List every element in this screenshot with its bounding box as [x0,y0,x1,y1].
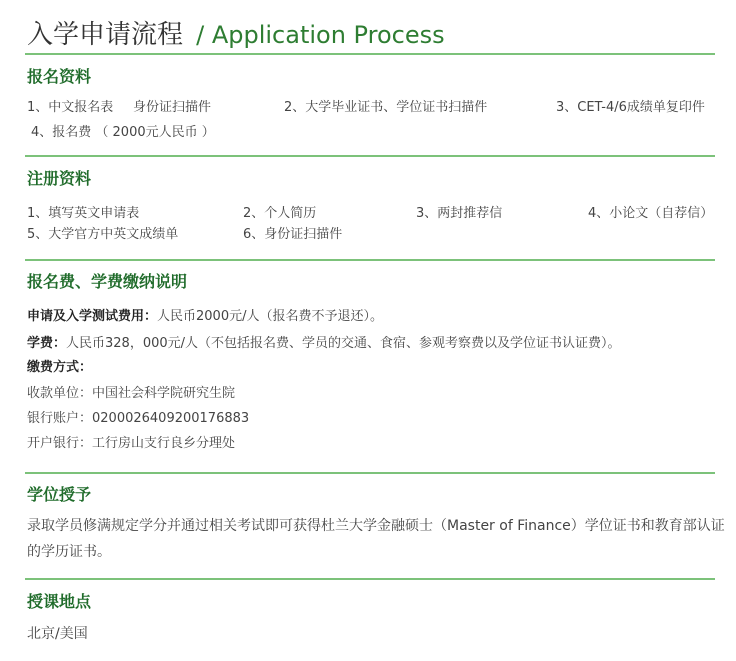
payment-method-line [27,356,92,375]
list-item: 6、身份证扫描件 [243,227,343,242]
list-item: 3、CET-4/6成绩单复印件 [556,100,705,115]
section-title-fees: 报名费、学费缴纳说明 [27,272,188,291]
page-header [27,14,445,51]
list-item: 1、中文报名表 [27,100,114,115]
divider [25,259,715,261]
section-title-degree: 学位授予 [27,485,92,504]
list-item: 4、报名费 （ 2000元人民币 ） [31,125,215,140]
bank-account-line: 银行账户：0200026409200176883 [27,411,250,426]
section-title-registration: 注册资料 [27,169,92,188]
tuition-label: 学费： [27,336,67,351]
list-item: 5、大学官方中英文成绩单 [27,227,179,242]
divider [25,155,715,157]
application-fee-line [27,305,383,324]
degree-paragraph: 录取学员修满规定学分并通过相关考试即可获得杜兰大学金融硕士（Master of Finance）学位证书和教育部认证的学历证书。 [27,518,725,560]
page-title-chinese: 入学申请流程 [27,20,184,50]
application-fee-label: 申请及入学测试费用： [27,309,158,324]
list-item: 身份证扫描件 [133,100,212,115]
application-fee-text: 人民币2000元/人（报名费不予退还）。 [157,309,383,324]
divider [25,53,715,55]
list-item: 2、大学毕业证书、学位证书扫描件 [284,100,488,115]
list-item: 1、填写英文申请表 [27,206,140,221]
divider [25,472,715,474]
bank-branch-line: 开户银行：工行房山支行良乡分理处 [27,436,236,451]
location-text: 北京/美国 [27,626,88,642]
list-item: 2、个人简历 [243,206,317,221]
section-title-location: 授课地点 [27,592,92,611]
divider [25,578,715,580]
page-title-english: / Application Process [196,21,445,49]
payee-line: 收款单位：中国社会科学院研究生院 [27,386,236,401]
section-title-materials: 报名资料 [27,67,92,86]
list-item: 4、小论文（自荐信） [588,206,714,221]
tuition-line [27,332,621,351]
payment-method-label: 缴费方式： [27,360,93,375]
list-item: 3、两封推荐信 [416,206,503,221]
tuition-text: 人民币328，000元/人（不包括报名费、学员的交通、食宿、参观考察费以及学位证书认证费）。 [66,336,621,351]
